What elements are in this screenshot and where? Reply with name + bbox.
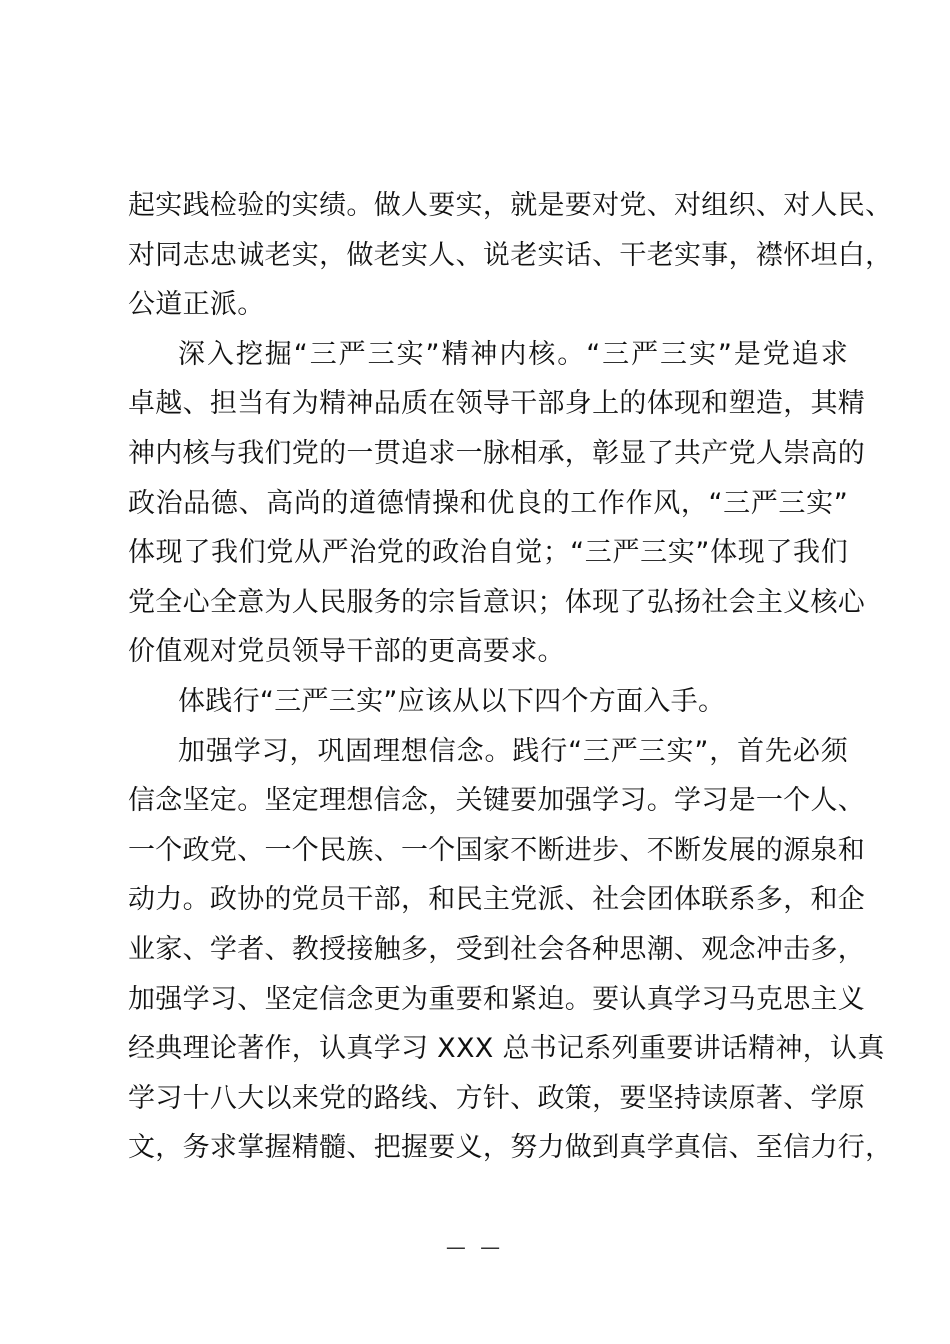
text-line: 公道正派。 (128, 289, 265, 321)
text-line: 学习十八大以来党的路线、方针、政策，要坚持读原著、学原 (128, 1082, 866, 1114)
text-line: 文，务求掌握精髓、把握要义，努力做到真学真信、至信力行， (128, 1132, 893, 1164)
text-line: 一个政党、一个民族、一个国家不断进步、不断发展的源泉和 (128, 834, 866, 866)
text-line: 神内核与我们党的一贯追求一脉相承，彰显了共产党人崇高的 (128, 437, 866, 469)
text-line: 起实践检验的实绩。做人要实，就是要对党、对组织、对人民、 (128, 190, 893, 221)
page-number: — — (445, 1235, 505, 1259)
text-line: 信念坚定。坚定理想信念，关键要加强学习。学习是一个人、 (128, 785, 866, 817)
paragraph-first-line: 体践行“三严三实”应该从以下四个方面入手。 (178, 685, 726, 717)
text-line: 价值观对党员领导干部的更高要求。 (128, 636, 565, 668)
text-line: 党全心全意为人民服务的宗旨意识；体现了弘扬社会主义核心 (128, 586, 866, 618)
text-line: 体现了我们党从严治党的政治自觉；“三严三实”体现了我们 (128, 537, 848, 569)
text-line: 加强学习、坚定信念更为重要和紧迫。要认真学习马克思主义 (128, 983, 866, 1015)
text-line: 经典理论著作，认真学习 XXX 总书记系列重要讲话精神，认真 (128, 1033, 885, 1065)
paragraph-first-line: 深入挖掘“三严三实”精神内核。“三严三实”是党追求 (178, 338, 848, 370)
text-line: 对同志忠诚老实，做老实人、说老实话、干老实事，襟怀坦白， (128, 239, 893, 271)
text-line: 政治品德、高尚的道德情操和优良的工作作风，“三严三实” (128, 487, 848, 519)
document-body (128, 181, 893, 1173)
text-line: 动力。政协的党员干部，和民主党派、社会团体联系多，和企 (128, 884, 866, 916)
text-line: 卓越、担当有为精神品质在领导干部身上的体现和塑造，其精 (128, 388, 866, 420)
paragraph-first-line: 加强学习，巩固理想信念。践行“三严三实”，首先必须 (178, 735, 848, 767)
text-line: 业家、学者、教授接触多，受到社会各种思潮、观念冲击多， (128, 933, 866, 965)
